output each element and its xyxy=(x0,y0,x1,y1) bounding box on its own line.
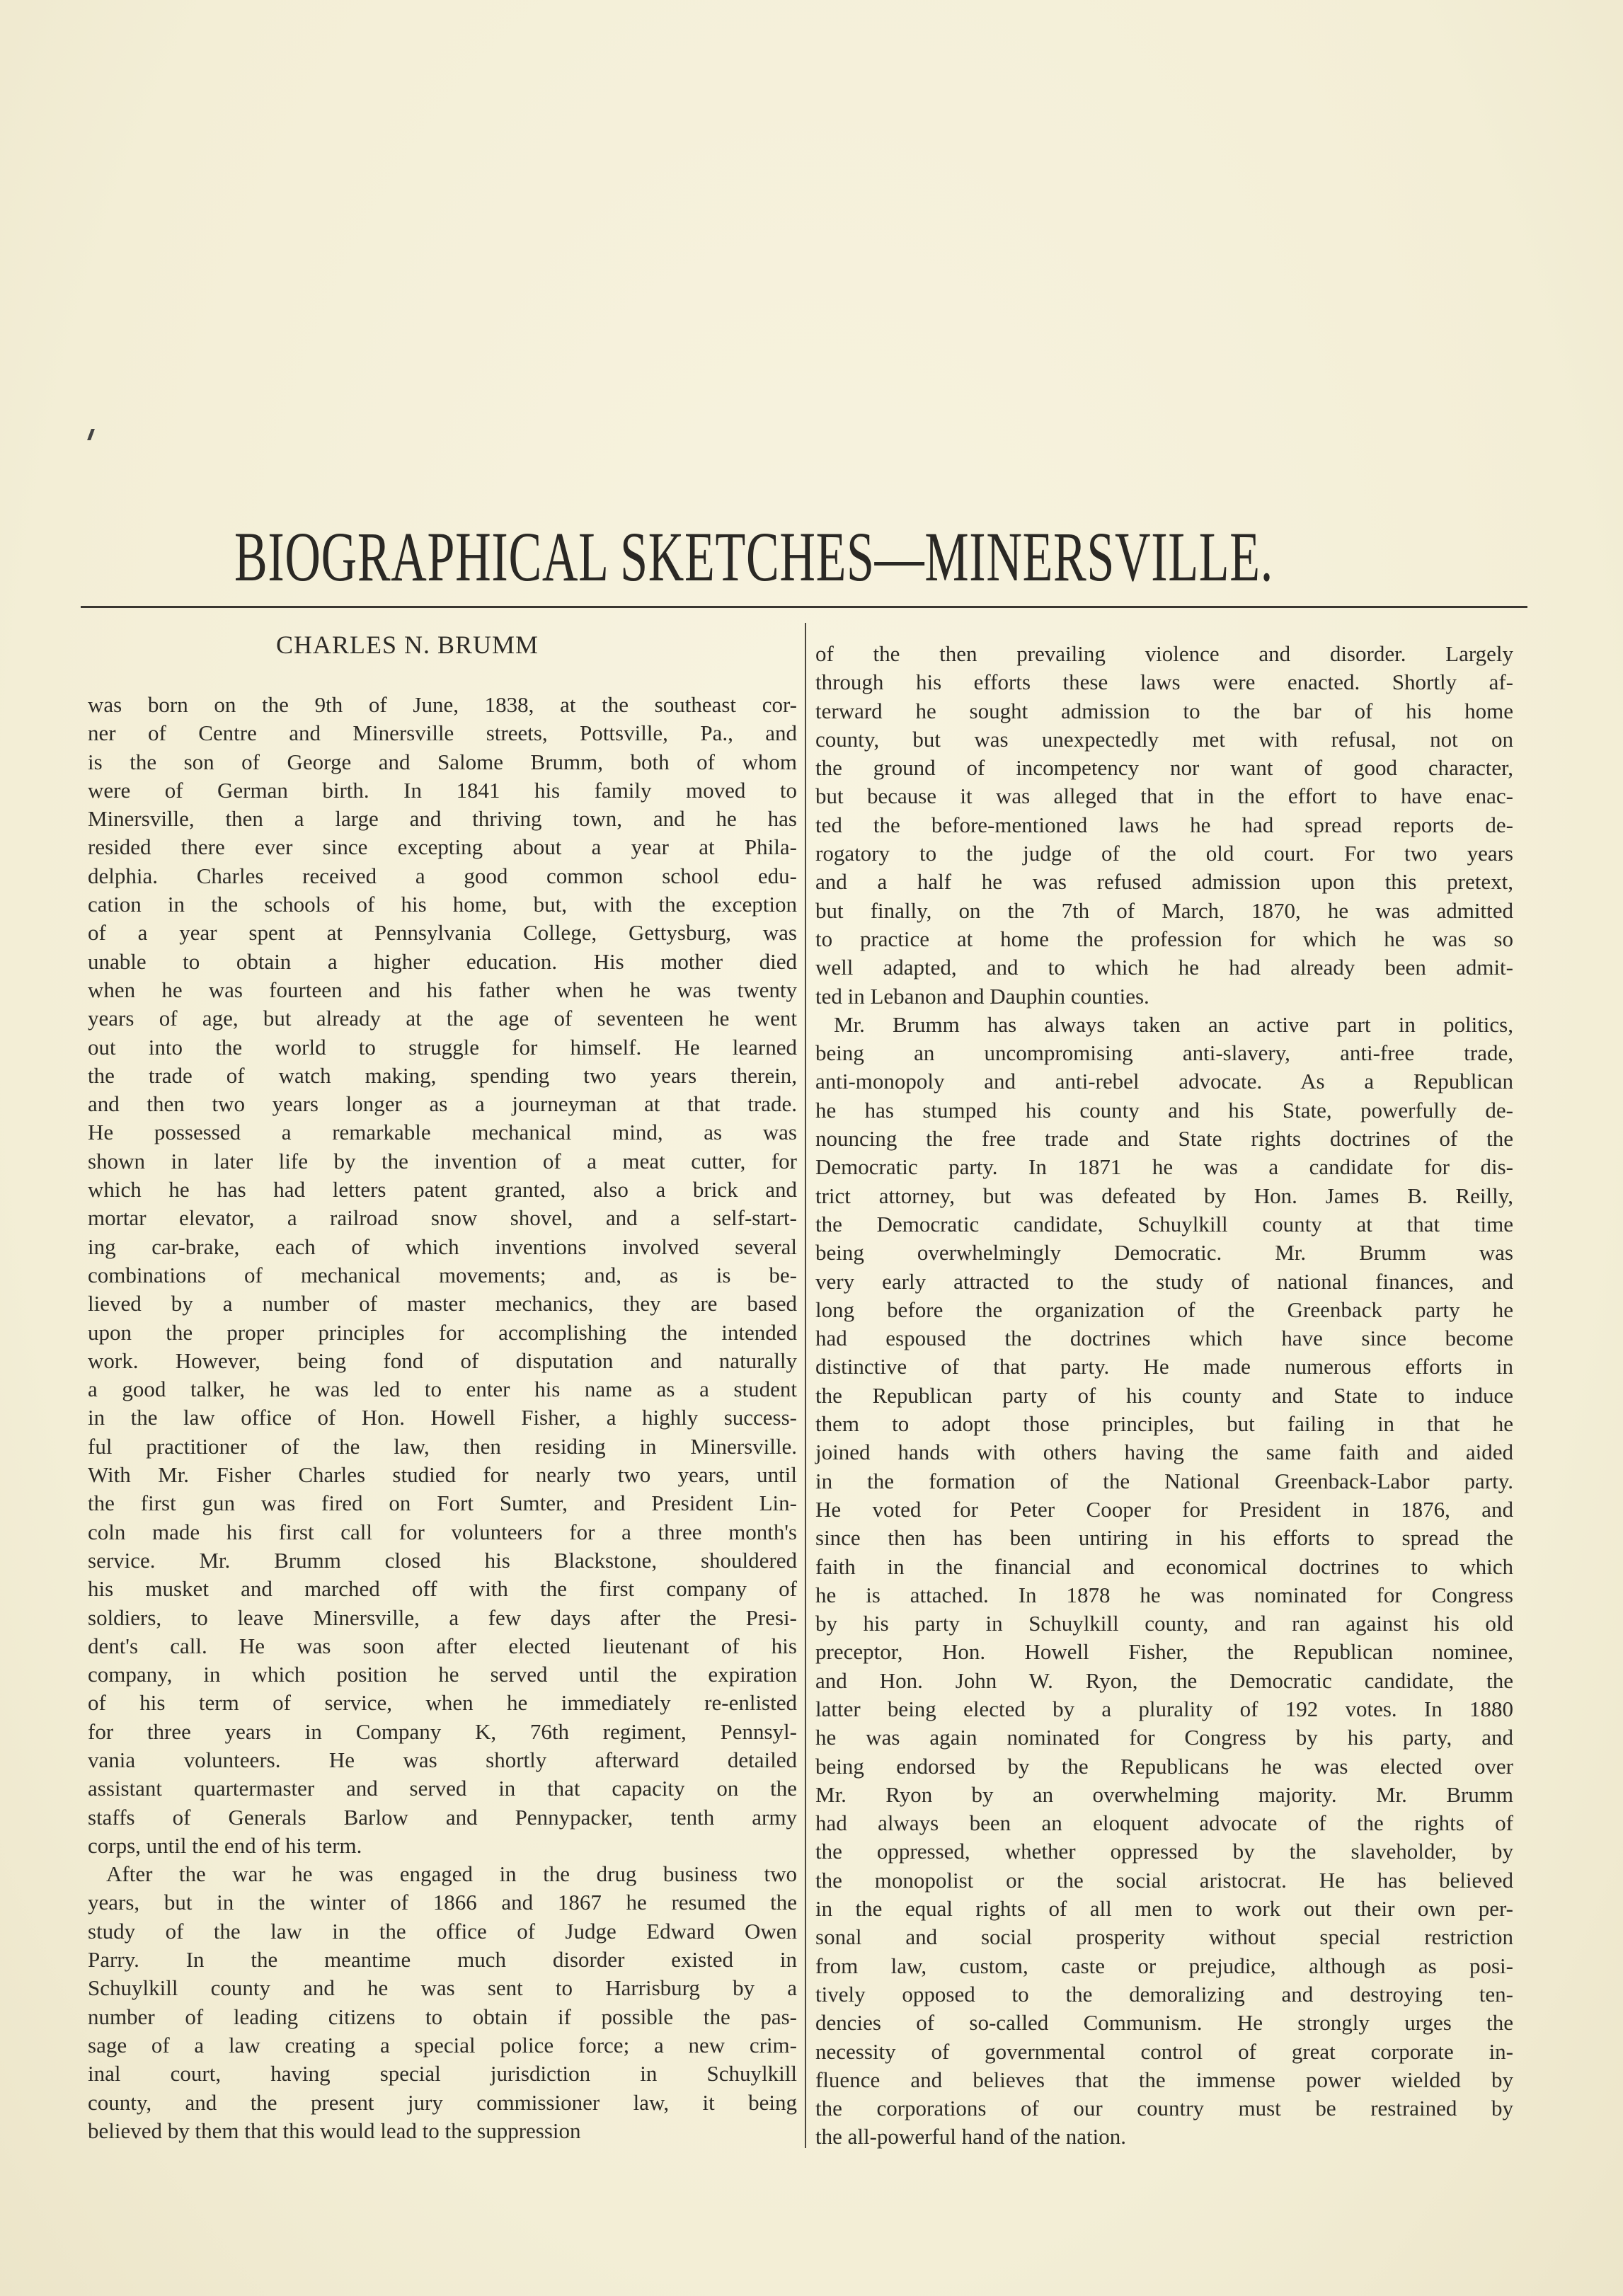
text-line: and Hon. John W. Ryon, the Democratic candidate, the xyxy=(815,1668,1513,1693)
text-line: had espoused the doctrines which have since become xyxy=(815,1326,1513,1351)
text-line: sage of a law creating a special police force; a new crim- xyxy=(88,2032,797,2057)
text-line: Minersville, then a large and thriving town, and he has xyxy=(88,806,797,832)
text-line: the oppressed, whether oppressed by the slaveholder, by xyxy=(815,1839,1513,1864)
text-line: Mr. Ryon by an overwhelming majority. Mr. Brumm xyxy=(815,1781,1513,1807)
text-line: delphia. Charles received a good common school edu- xyxy=(88,863,797,888)
text-line: company, in which position he served until the expiration xyxy=(88,1662,797,1687)
text-line: believed by them that this would lead to the suppression xyxy=(88,2118,581,2143)
text-line: corps, until the end of his term. xyxy=(88,1832,362,1858)
page-title: BIOGRAPHICAL SKETCHES—MINERSVILLE. xyxy=(234,517,1273,596)
text-line: Schuylkill county and he was sent to Harrisburg by a xyxy=(88,1975,797,2001)
text-line: faith in the financial and economical doctrines to which xyxy=(815,1554,1513,1579)
text-line: a good talker, he was led to enter his name as a student xyxy=(88,1377,797,1402)
text-line: Mr. Brumm has always taken an active part in politics, xyxy=(834,1011,1513,1037)
text-line: very early attracted to the study of national finances, and xyxy=(815,1268,1513,1294)
text-line: when he was fourteen and his father when he was twenty xyxy=(88,977,797,1002)
text-line: number of leading citizens to obtain if possible the pas- xyxy=(88,2004,797,2029)
text-line: in the formation of the National Greenback-Labor party. xyxy=(815,1468,1513,1493)
text-line: preceptor, Hon. Howell Fisher, the Republican nominee, xyxy=(815,1639,1513,1665)
text-line: ted in Lebanon and Dauphin counties. xyxy=(815,983,1149,1009)
text-line: resided there ever since excepting about a year at Phila- xyxy=(88,834,797,860)
text-line: for three years in Company K, 76th regiment, Pennsyl- xyxy=(88,1718,797,1744)
text-line: the ground of incompetency nor want of good character, xyxy=(815,755,1513,781)
text-line: combinations of mechanical movements; and, as is be- xyxy=(88,1262,797,1287)
text-line: had always been an eloquent advocate of the rights of xyxy=(815,1810,1513,1836)
text-line: inal court, having special jurisdiction in Schuylkill xyxy=(88,2061,797,2087)
text-line: were of German birth. In 1841 his family moved to xyxy=(88,777,797,803)
text-line: ful practitioner of the law, then residing in Minersville. xyxy=(88,1433,797,1459)
text-line: through his efforts these laws were enacted. Shortly af- xyxy=(815,670,1513,695)
left-column xyxy=(88,691,797,2145)
text-line: mortar elevator, a railroad snow shovel, and a self-start- xyxy=(88,1205,797,1231)
text-line: distinctive of that party. He made numerous efforts in xyxy=(815,1354,1513,1379)
text-line: ted the before-mentioned laws he had spread reports de- xyxy=(815,812,1513,837)
text-line: years of age, but already at the age of seventeen he went xyxy=(88,1006,797,1031)
text-line: of a year spent at Pennsylvania College, Gettysburg, was xyxy=(88,920,797,946)
text-line: being an uncompromising anti-slavery, anti-free trade, xyxy=(815,1040,1513,1066)
text-line: latter being elected by a plurality of 192 votes. In 1880 xyxy=(815,1696,1513,1721)
text-line: anti-monopoly and anti-rebel advocate. As a Republican xyxy=(815,1069,1513,1094)
text-line: joined hands with others having the same faith and aided xyxy=(815,1440,1513,1465)
text-line: to practice at home the profession for which he was so xyxy=(815,926,1513,951)
title-rule xyxy=(81,606,1527,608)
text-line: staffs of Generals Barlow and Pennypacker, tenth army xyxy=(88,1804,797,1830)
text-line: out into the world to struggle for himself. He learned xyxy=(88,1034,797,1060)
text-line: upon the proper principles for accomplishing the intended xyxy=(88,1319,797,1345)
text-line: Parry. In the meantime much disorder existed in xyxy=(88,1947,797,1973)
text-line: He possessed a remarkable mechanical mind, as was xyxy=(88,1120,797,1145)
text-line: assistant quartermaster and served in that capacity on the xyxy=(88,1776,797,1801)
text-line: dencies of so-called Communism. He strongly urges the xyxy=(815,2010,1513,2036)
text-line: is the son of George and Salome Brumm, both of whom xyxy=(88,749,797,774)
text-line: After the war he was engaged in the drug business two xyxy=(106,1861,797,1887)
text-line: since then has been untiring in his efforts to spread the xyxy=(815,1525,1513,1551)
text-line: he was again nominated for Congress by his party, and xyxy=(815,1725,1513,1750)
text-line: from law, custom, caste or prejudice, although as posi- xyxy=(815,1953,1513,1978)
text-line: years, but in the winter of 1866 and 1867 he resumed the xyxy=(88,1890,797,1915)
text-line: he is attached. In 1878 he was nominated for Congress xyxy=(815,1582,1513,1607)
text-line: and then two years longer as a journeyman at that trade. xyxy=(88,1091,797,1117)
text-line: well adapted, and to which he had already been admit- xyxy=(815,955,1513,980)
text-line: lieved by a number of master mechanics, they are based xyxy=(88,1291,797,1316)
text-line: his musket and marched off with the first company of xyxy=(88,1576,797,1602)
text-line: of his term of service, when he immediately re-enlisted xyxy=(88,1690,797,1716)
text-line: but because it was alleged that in the effort to have enac- xyxy=(815,783,1513,809)
text-line: in the equal rights of all men to work out their own per- xyxy=(815,1896,1513,1922)
text-line: He voted for Peter Cooper for President in 1876, and xyxy=(815,1496,1513,1522)
text-line: long before the organization of the Greenback party he xyxy=(815,1297,1513,1322)
text-line: coln made his first call for volunteers for a three month's xyxy=(88,1519,797,1544)
text-line: the trade of watch making, spending two years therein, xyxy=(88,1062,797,1088)
text-line: county, and the present jury commissioner law, it being xyxy=(88,2089,797,2115)
text-line: the Republican party of his county and State to induce xyxy=(815,1382,1513,1408)
text-line: dent's call. He was soon after elected lieutenant of his xyxy=(88,1633,797,1658)
text-line: vania volunteers. He was shortly afterward detailed xyxy=(88,1747,797,1772)
text-line: unable to obtain a higher education. His mother died xyxy=(88,948,797,974)
text-line: he has stumped his county and his State, powerfully de- xyxy=(815,1097,1513,1123)
text-line: the monopolist or the social aristocrat. He has believed xyxy=(815,1867,1513,1893)
text-line: which he has had letters patent granted, also a brick and xyxy=(88,1177,797,1202)
text-line: trict attorney, but was defeated by Hon. James B. Reilly, xyxy=(815,1183,1513,1208)
text-line: necessity of governmental control of great corporate in- xyxy=(815,2038,1513,2064)
column-divider xyxy=(805,623,806,2148)
text-line: With Mr. Fisher Charles studied for nearly two years, until xyxy=(88,1462,797,1488)
text-line: work. However, being fond of disputation and naturally xyxy=(88,1348,797,1373)
text-line: county, but was unexpectedly met with refusal, not on xyxy=(815,726,1513,752)
text-line: the all-powerful hand of the nation. xyxy=(815,2124,1127,2149)
text-line: shown in later life by the invention of a meat cutter, for xyxy=(88,1148,797,1173)
text-line: soldiers, to leave Minersville, a few days after the Presi- xyxy=(88,1605,797,1630)
text-line: being endorsed by the Republicans he was elected over xyxy=(815,1753,1513,1779)
right-column xyxy=(815,640,1513,2152)
article-heading: CHARLES N. BRUMM xyxy=(276,631,539,659)
text-line: rogatory to the judge of the old court. For two years xyxy=(815,841,1513,866)
text-line: being overwhelmingly Democratic. Mr. Brumm was xyxy=(815,1240,1513,1265)
text-line: ner of Centre and Minersville streets, Pottsville, Pa., and xyxy=(88,721,797,746)
text-line: nouncing the free trade and State rights doctrines of the xyxy=(815,1126,1513,1152)
text-line: the Democratic candidate, Schuylkill county at that time xyxy=(815,1211,1513,1236)
text-line: tively opposed to the demoralizing and destroying ten- xyxy=(815,1981,1513,2007)
text-line: but finally, on the 7th of March, 1870, he was admitted xyxy=(815,897,1513,923)
text-line: ing car-brake, each of which inventions involved several xyxy=(88,1234,797,1259)
text-line: of the then prevailing violence and disorder. Largely xyxy=(815,641,1513,666)
text-line: the corporations of our country must be restrained by xyxy=(815,2096,1513,2121)
text-line: them to adopt those principles, but failing in that he xyxy=(815,1411,1513,1437)
text-line: cation in the schools of his home, but, with the exception xyxy=(88,892,797,917)
text-line: the first gun was fired on Fort Sumter, and President Lin- xyxy=(88,1491,797,1516)
text-line: in the law office of Hon. Howell Fisher, a highly success- xyxy=(88,1405,797,1430)
text-line: sonal and social prosperity without special restriction xyxy=(815,1924,1513,1950)
text-line: was born on the 9th of June, 1838, at the southeast cor- xyxy=(88,692,797,717)
text-line: service. Mr. Brumm closed his Blackstone, shouldered xyxy=(88,1547,797,1573)
text-line: terward he sought admission to the bar of his home xyxy=(815,698,1513,723)
text-line: study of the law in the office of Judge Edward Owen xyxy=(88,1918,797,1944)
text-line: by his party in Schuylkill county, and ran against his old xyxy=(815,1611,1513,1636)
text-line: fluence and believes that the immense power wielded by xyxy=(815,2067,1513,2092)
text-line: Democratic party. In 1871 he was a candidate for dis- xyxy=(815,1154,1513,1180)
text-line: and a half he was refused admission upon this pretext, xyxy=(815,869,1513,895)
